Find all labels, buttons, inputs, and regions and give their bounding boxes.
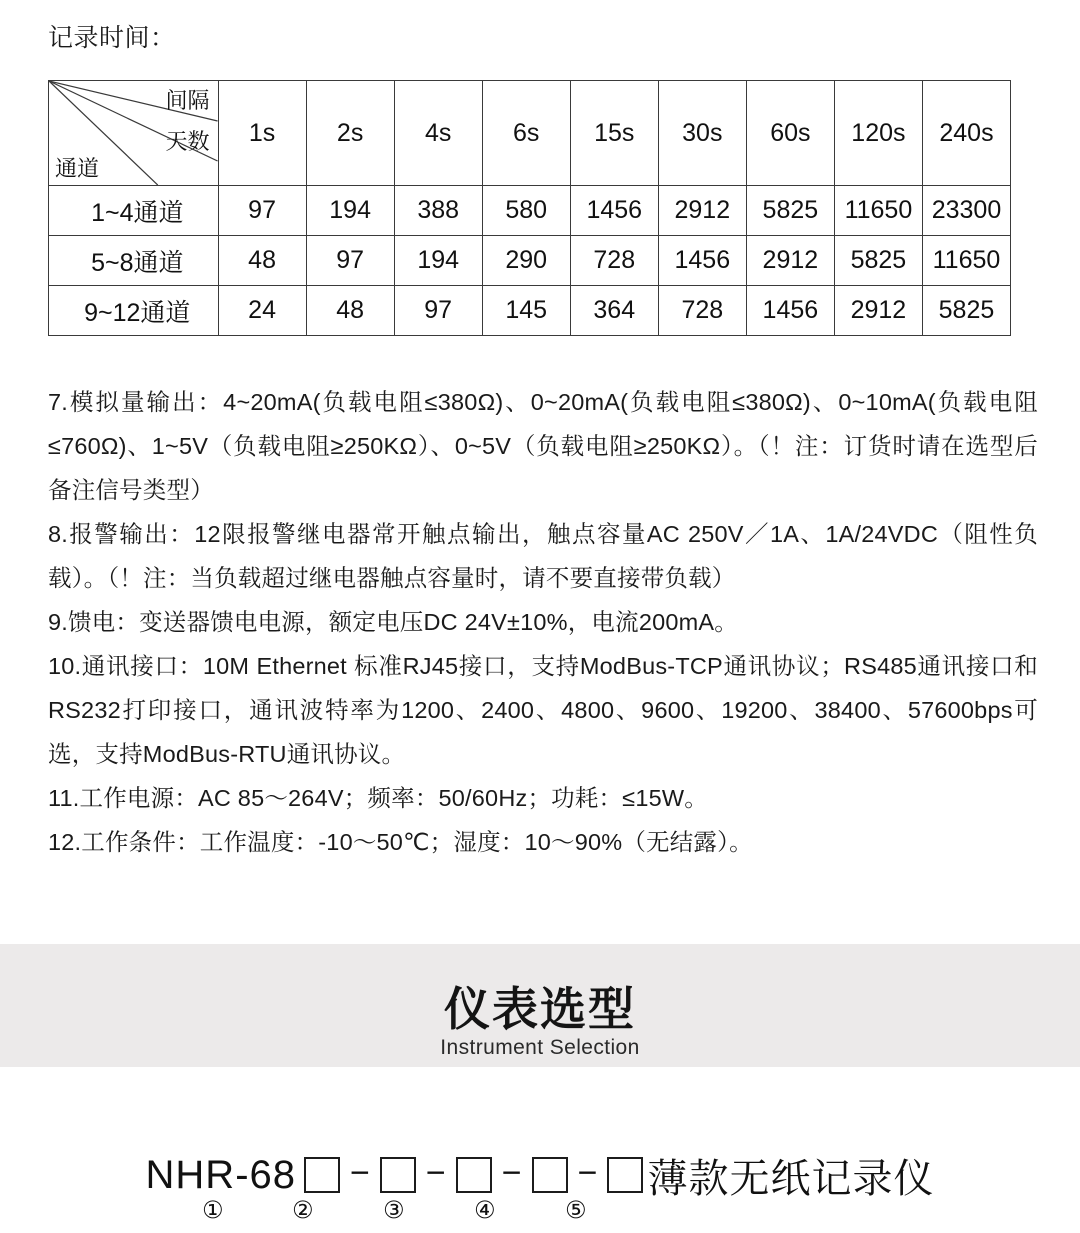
record-time-table-wrapper — [48, 80, 1011, 336]
section-title: 仪表选型 — [444, 983, 636, 1035]
table-cell: 2912 — [746, 236, 834, 286]
section-subtitle: Instrument Selection — [440, 1036, 640, 1059]
spec-item-7: 7.模拟量输出：4~20mA(负载电阻≤380Ω)、0~20mA(负载电阻≤380Ω)、0~10mA(负载电阻≤760Ω)、1~5V（负载电阻≥250KΩ）、0~5V（负载电阻≥250KΩ）。（！注：订货时请在选型后备注信号类型） — [48, 389, 1038, 503]
model-dash-2: − — [425, 1153, 446, 1192]
model-marker-row — [0, 1196, 1080, 1230]
column-header: 4s — [394, 81, 482, 186]
model-box-4[interactable] — [532, 1157, 568, 1193]
table-cell: 97 — [306, 236, 394, 286]
table-cell: 1456 — [746, 286, 834, 336]
corner-label-interval: 间隔 — [165, 88, 210, 113]
table-cell: 24 — [218, 286, 306, 336]
model-marker-2: ② — [292, 1197, 314, 1224]
column-header: 1s — [218, 81, 306, 186]
table-cell: 145 — [482, 286, 570, 336]
table-cell: 5825 — [922, 286, 1010, 336]
table-cell: 290 — [482, 236, 570, 286]
table-cell: 580 — [482, 186, 570, 236]
model-box-3[interactable] — [456, 1157, 492, 1193]
table-cell: 11650 — [922, 236, 1010, 286]
column-header: 30s — [658, 81, 746, 186]
table-cell: 2912 — [658, 186, 746, 236]
table-cell: 48 — [218, 236, 306, 286]
model-marker-4: ④ — [474, 1197, 496, 1224]
column-header: 2s — [306, 81, 394, 186]
model-marker-3: ③ — [383, 1197, 405, 1224]
table-corner-cell — [49, 81, 219, 186]
table-cell: 728 — [570, 236, 658, 286]
table-header-row — [49, 81, 1011, 186]
row-header: 1~4通道 — [49, 186, 219, 236]
corner-label-channel: 通道 — [55, 156, 100, 181]
model-box-2[interactable] — [380, 1157, 416, 1193]
table-cell: 388 — [394, 186, 482, 236]
table-cell: 97 — [394, 286, 482, 336]
model-prefix: NHR-68 — [145, 1152, 297, 1197]
corner-label-days: 天数 — [165, 129, 210, 154]
table-cell: 23300 — [922, 186, 1010, 236]
table-cell: 11650 — [834, 186, 922, 236]
table-row — [49, 236, 1011, 286]
spec-item-12: 12.工作条件：工作温度：-10～50℃；湿度：10～90%（无结露）。 — [48, 829, 753, 855]
model-suffix: 薄款无纸记录仪 — [647, 1156, 935, 1201]
table-cell: 1456 — [570, 186, 658, 236]
column-header: 120s — [834, 81, 922, 186]
table-cell: 2912 — [834, 286, 922, 336]
table-row — [49, 286, 1011, 336]
specification-list — [48, 380, 1038, 864]
column-header: 60s — [746, 81, 834, 186]
spec-item-8: 8.报警输出：12限报警继电器常开触点输出，触点容量AC 250V／1A、1A/24VDC（阻性负载）。（！注：当负载超过继电器触点容量时，请不要直接带负载） — [48, 521, 1038, 591]
row-header: 5~8通道 — [49, 236, 219, 286]
column-header: 15s — [570, 81, 658, 186]
model-marker-5: ⑤ — [565, 1197, 587, 1224]
spec-item-9: 9.馈电：变送器馈电电源，额定电压DC 24V±10%，电流200mA。 — [48, 609, 738, 635]
table-cell: 97 — [218, 186, 306, 236]
spec-item-10: 10.通讯接口：10M Ethernet 标准RJ45接口，支持ModBus-TCP通讯协议；RS485通讯接口和RS232打印接口，通讯波特率为1200、2400、4800、9600、19200、38400、57600bps可选，支持ModBus-RTU通讯协议。 — [48, 653, 1038, 767]
model-dash-4: − — [577, 1153, 598, 1192]
model-box-5[interactable] — [607, 1157, 643, 1193]
column-header: 6s — [482, 81, 570, 186]
table-cell: 5825 — [834, 236, 922, 286]
table-cell: 1456 — [658, 236, 746, 286]
table-row — [49, 186, 1011, 236]
table-cell: 728 — [658, 286, 746, 336]
table-cell: 364 — [570, 286, 658, 336]
spec-item-11: 11.工作电源：AC 85～264V；频率：50/60Hz；功耗：≤15W。 — [48, 785, 708, 811]
table-cell: 194 — [306, 186, 394, 236]
column-header: 240s — [922, 81, 1010, 186]
row-header: 9~12通道 — [49, 286, 219, 336]
model-dash-3: − — [501, 1153, 522, 1192]
model-marker-1: ① — [202, 1197, 224, 1224]
table-cell: 48 — [306, 286, 394, 336]
record-time-table — [48, 80, 1011, 336]
table-cell: 194 — [394, 236, 482, 286]
record-time-label: 记录时间： — [48, 24, 176, 52]
model-box-1[interactable] — [304, 1157, 340, 1193]
table-cell: 5825 — [746, 186, 834, 236]
model-dash-1: − — [350, 1153, 370, 1192]
